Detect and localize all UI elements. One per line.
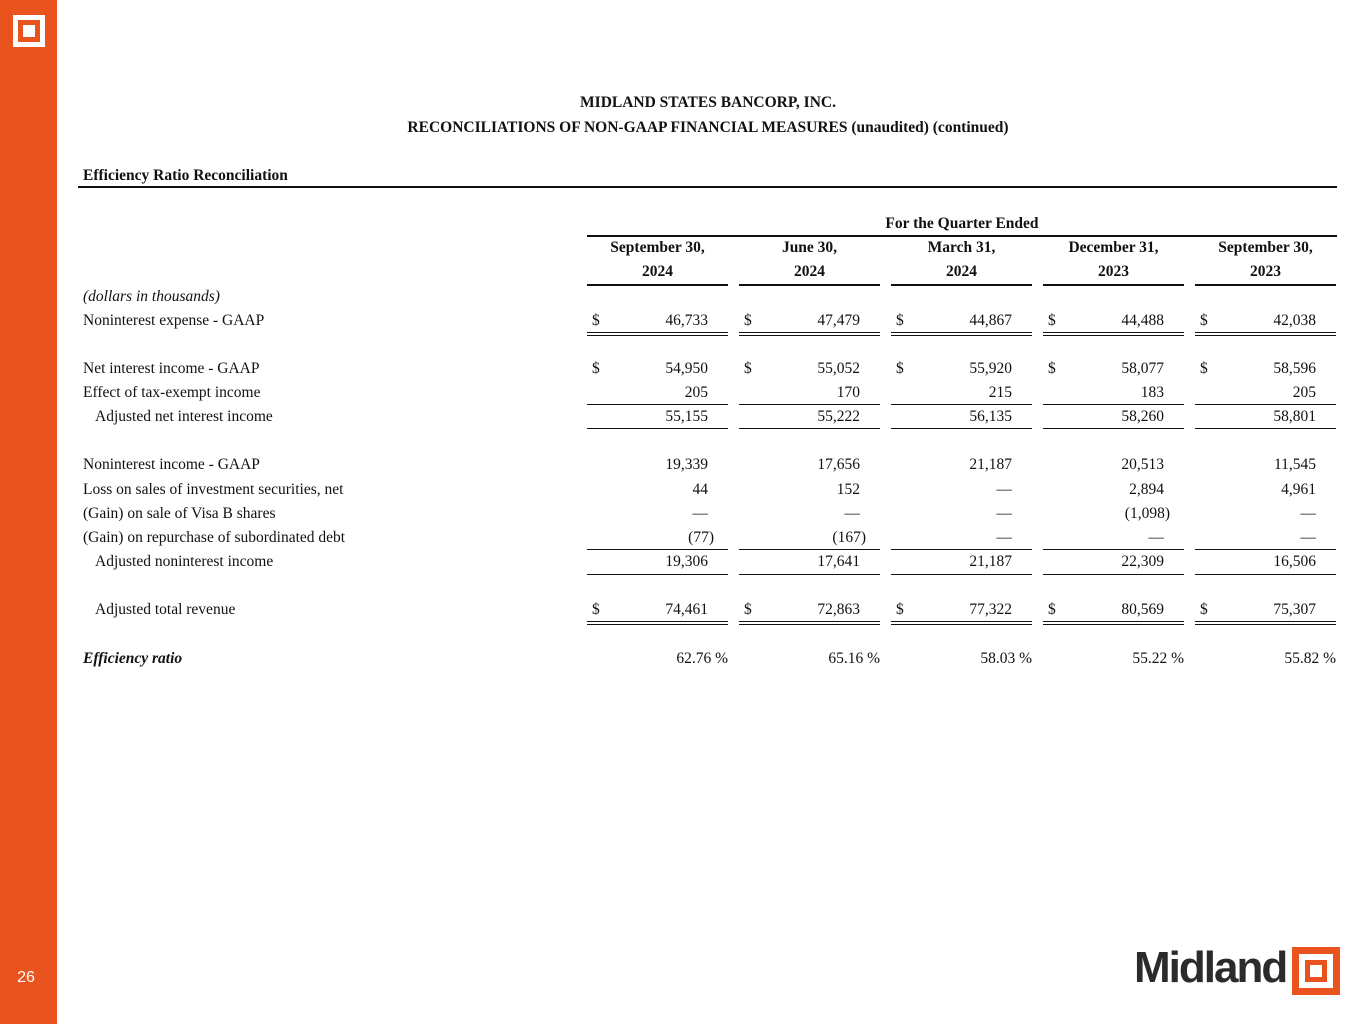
brand-wordmark: Midland xyxy=(1134,943,1287,992)
column-header-5-line2: 2023 xyxy=(1250,263,1281,280)
table-cell: 46,733 xyxy=(665,312,708,329)
column-header-5-line1: September 30, xyxy=(1218,239,1313,256)
double-underline xyxy=(1195,335,1336,336)
currency-symbol: $ xyxy=(1048,360,1056,377)
column-header-rule xyxy=(739,284,880,286)
table-cell: 55,052 xyxy=(817,360,860,377)
table-cell: 80,569 xyxy=(1121,601,1164,618)
table-cell: 44 xyxy=(692,481,708,498)
currency-symbol: $ xyxy=(744,601,752,618)
table-cell: 19,306 xyxy=(665,553,708,570)
row-label-net-interest-income: Net interest income - GAAP xyxy=(83,360,260,377)
table-cell: — xyxy=(1148,529,1164,546)
table-cell: 75,307 xyxy=(1273,601,1316,618)
table-cell: 20,513 xyxy=(1121,456,1164,473)
table-cell: — xyxy=(1300,505,1316,522)
period-header: For the Quarter Ended xyxy=(885,215,1039,232)
table-cell: 152 xyxy=(836,481,860,498)
currency-symbol: $ xyxy=(1048,601,1056,618)
subtotal-rule xyxy=(1195,404,1336,405)
table-cell: — xyxy=(692,505,708,522)
double-underline xyxy=(739,624,880,625)
double-underline xyxy=(891,621,1032,622)
sidebar xyxy=(0,0,57,1024)
table-cell: (1,098) xyxy=(1124,505,1170,522)
table-cell: 16,506 xyxy=(1273,553,1316,570)
table-cell: 74,461 xyxy=(665,601,708,618)
table-cell: 47,479 xyxy=(817,312,860,329)
table-cell: 22,309 xyxy=(1121,553,1164,570)
report-subtitle: RECONCILIATIONS OF NON-GAAP FINANCIAL MEASURES (unaudited) (continued) xyxy=(407,119,1009,136)
column-header-rule xyxy=(587,284,728,286)
currency-symbol: $ xyxy=(896,312,904,329)
table-cell: 170 xyxy=(836,384,860,401)
table-cell: 4,961 xyxy=(1281,481,1316,498)
column-header-rule xyxy=(1195,284,1336,286)
table-cell: 2,894 xyxy=(1129,481,1164,498)
double-underline xyxy=(891,335,1032,336)
column-header-3-line2: 2024 xyxy=(946,263,977,280)
subtotal-rule xyxy=(1043,549,1184,550)
subtotal-rule xyxy=(891,549,1032,550)
table-cell: 54,950 xyxy=(665,360,708,377)
table-cell: 58,801 xyxy=(1273,408,1316,425)
subtotal-rule xyxy=(739,574,880,575)
row-label-adj-noninterest: Adjusted noninterest income xyxy=(95,553,274,570)
column-header-4-line2: 2023 xyxy=(1098,263,1129,280)
double-underline xyxy=(587,335,728,336)
page-number: 26 xyxy=(17,969,35,986)
currency-symbol: $ xyxy=(896,601,904,618)
percent-sign: % xyxy=(867,650,880,667)
company-title: MIDLAND STATES BANCORP, INC. xyxy=(580,94,836,111)
column-header-1-line2: 2024 xyxy=(642,263,673,280)
double-underline xyxy=(587,624,728,625)
table-cell: 11,545 xyxy=(1273,456,1316,473)
subtotal-rule xyxy=(587,404,728,405)
table-cell: 58,260 xyxy=(1121,408,1164,425)
table-cell: 215 xyxy=(988,384,1012,401)
column-header-rule xyxy=(1043,284,1184,286)
subtotal-rule xyxy=(739,404,880,405)
subtotal-rule xyxy=(891,404,1032,405)
ratio-cell xyxy=(587,650,728,668)
section-divider xyxy=(78,186,1337,188)
currency-symbol: $ xyxy=(1200,601,1208,618)
units-note: (dollars in thousands) xyxy=(83,288,220,305)
table-cell: 17,641 xyxy=(817,553,860,570)
column-header-2-line2: 2024 xyxy=(794,263,825,280)
table-cell: (167) xyxy=(832,529,866,546)
subtotal-rule xyxy=(587,574,728,575)
subtotal-rule xyxy=(1043,404,1184,405)
percent-sign: % xyxy=(1323,650,1336,667)
table-cell: 55,222 xyxy=(817,408,860,425)
row-label-adj-net-interest: Adjusted net interest income xyxy=(95,408,273,425)
column-header-4-line1: December 31, xyxy=(1068,239,1159,256)
subtotal-rule xyxy=(1195,549,1336,550)
double-underline xyxy=(1043,335,1184,336)
currency-symbol: $ xyxy=(744,360,752,377)
double-underline xyxy=(739,335,880,336)
currency-symbol: $ xyxy=(1200,312,1208,329)
table-cell: 42,038 xyxy=(1273,312,1316,329)
table-cell: 205 xyxy=(684,384,708,401)
column-header-1-line1: September 30, xyxy=(610,239,705,256)
table-cell: — xyxy=(844,505,860,522)
table-cell: 55,920 xyxy=(969,360,1012,377)
ratio-cell xyxy=(1195,650,1336,668)
table-cell: 21,187 xyxy=(969,553,1012,570)
table-cell: — xyxy=(996,529,1012,546)
currency-symbol: $ xyxy=(896,360,904,377)
ratio-cell xyxy=(1043,650,1184,668)
double-underline xyxy=(739,621,880,622)
row-label-tax-exempt: Effect of tax-exempt income xyxy=(83,384,261,401)
currency-symbol: $ xyxy=(592,601,600,618)
table-cell: — xyxy=(1300,529,1316,546)
section-title: Efficiency Ratio Reconciliation xyxy=(83,167,288,184)
table-cell: 77,322 xyxy=(969,601,1012,618)
table-cell: 58,077 xyxy=(1121,360,1164,377)
midland-brand-logo xyxy=(1134,945,1344,997)
subtotal-rule xyxy=(1195,574,1336,575)
table-cell: — xyxy=(996,505,1012,522)
ratio-value: 65.16 xyxy=(828,650,864,667)
table-cell: 205 xyxy=(1292,384,1316,401)
table-cell: 21,187 xyxy=(969,456,1012,473)
midland-square-logo-icon xyxy=(13,15,45,47)
ratio-cell xyxy=(739,650,880,668)
percent-sign: % xyxy=(1019,650,1032,667)
subtotal-rule xyxy=(1043,428,1184,429)
currency-symbol: $ xyxy=(1048,312,1056,329)
currency-symbol: $ xyxy=(592,360,600,377)
column-header-rule xyxy=(891,284,1032,286)
subtotal-rule xyxy=(739,549,880,550)
subtotal-rule xyxy=(1043,574,1184,575)
row-label-gain-debt: (Gain) on repurchase of subordinated debt xyxy=(83,529,346,546)
ratio-value: 58.03 xyxy=(980,650,1016,667)
percent-sign: % xyxy=(1171,650,1184,667)
table-cell: 72,863 xyxy=(817,601,860,618)
subtotal-rule xyxy=(587,428,728,429)
currency-symbol: $ xyxy=(592,312,600,329)
row-label-gain-visa: (Gain) on sale of Visa B shares xyxy=(83,505,276,522)
double-underline xyxy=(1195,624,1336,625)
column-header-3-line1: March 31, xyxy=(927,239,996,256)
double-underline xyxy=(891,332,1032,333)
percent-sign: % xyxy=(715,650,728,667)
subtotal-rule xyxy=(739,428,880,429)
currency-symbol: $ xyxy=(744,312,752,329)
currency-symbol: $ xyxy=(1200,360,1208,377)
row-label-efficiency-ratio: Efficiency ratio xyxy=(83,650,183,667)
ratio-cell xyxy=(891,650,1032,668)
ratio-value: 62.76 xyxy=(676,650,712,667)
subtotal-rule xyxy=(587,549,728,550)
row-label-noninterest-income: Noninterest income - GAAP xyxy=(83,456,260,473)
double-underline xyxy=(1043,332,1184,333)
row-label-loss-on-sales: Loss on sales of investment securities, net xyxy=(83,481,344,498)
double-underline xyxy=(1043,624,1184,625)
double-underline xyxy=(891,624,1032,625)
double-underline xyxy=(587,332,728,333)
double-underline xyxy=(587,621,728,622)
table-cell: 19,339 xyxy=(665,456,708,473)
subtotal-rule xyxy=(891,428,1032,429)
double-underline xyxy=(1195,332,1336,333)
column-header-2-line1: June 30, xyxy=(781,239,838,256)
double-underline xyxy=(1195,621,1336,622)
table-cell: 44,867 xyxy=(969,312,1012,329)
table-cell: 58,596 xyxy=(1273,360,1316,377)
row-label-noninterest-expense: Noninterest expense - GAAP xyxy=(83,312,265,329)
double-underline xyxy=(739,332,880,333)
double-underline xyxy=(1043,621,1184,622)
table-cell: 17,656 xyxy=(817,456,860,473)
table-cell: 55,155 xyxy=(665,408,708,425)
subtotal-rule xyxy=(891,574,1032,575)
ratio-value: 55.82 xyxy=(1284,650,1320,667)
row-label-adj-total-revenue: Adjusted total revenue xyxy=(95,601,236,618)
table-cell: 56,135 xyxy=(969,408,1012,425)
midland-brand-mark-icon xyxy=(1292,947,1340,995)
table-cell: — xyxy=(996,481,1012,498)
ratio-value: 55.22 xyxy=(1132,650,1168,667)
subtotal-rule xyxy=(1195,428,1336,429)
table-cell: (77) xyxy=(688,529,714,546)
table-cell: 183 xyxy=(1140,384,1164,401)
table-cell: 44,488 xyxy=(1121,312,1164,329)
